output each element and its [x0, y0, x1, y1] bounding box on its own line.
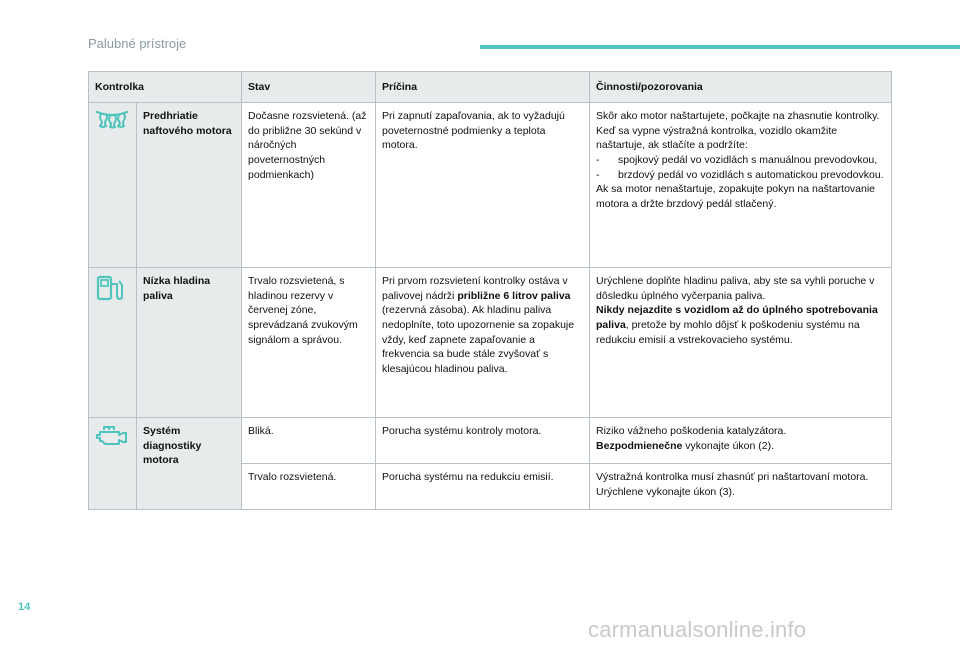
action-text: Urýchlene vykonajte úkon (3).	[596, 485, 735, 498]
fuel-pump-icon	[89, 268, 137, 418]
cause-cell: Porucha systému kontroly motora.	[376, 418, 590, 464]
table-row	[89, 268, 892, 418]
list-item: - spojkový pedál vo vozidlách s manuálnou prevodovkou,	[596, 154, 878, 167]
action-highlight: Nikdy nejazdite s vozidlom až do úplného spotrebovania paliva	[596, 304, 878, 332]
action-cell	[590, 418, 892, 464]
engine-diagnostic-icon	[89, 418, 137, 510]
action-cell	[590, 103, 892, 268]
light-name: Nízka hladina paliva	[137, 268, 242, 418]
light-name: Systém diagnostiky motora	[137, 418, 242, 510]
cause-cell: Porucha systému na redukciu emisií.	[376, 464, 590, 510]
glow-plug-icon	[89, 103, 137, 268]
table-row	[89, 418, 892, 464]
table-header-row	[89, 72, 892, 103]
state-cell: Dočasne rozsvietená. (až do približne 30 sekúnd v náročných poveternostných podmienkach)	[242, 103, 376, 268]
cause-highlight: približne 6 litrov paliva	[457, 289, 571, 302]
cause-text: Pri prvom rozsvietení kontrolky ostáva v palivovej nádrži	[382, 275, 568, 302]
watermark: carmanualsonline.info	[588, 617, 807, 642]
warning-lights-table	[88, 71, 892, 510]
action-text: Výstražná kontrolka musí zhasnúť pri naštartovaní motora.	[596, 471, 869, 483]
light-name: Predhriatie naftového motora	[137, 103, 242, 268]
cause-text: (rezervná zásoba). Ak hladinu paliva nedoplníte, toto upozornenie sa zopakuje vždy, keď zapnete zapaľovanie a frekvencia sa bude stále zvyšovať s klesajúcou hladinou paliva.	[382, 304, 575, 376]
action-text-post: , pretože by mohlo dôjsť k poškodeniu systému na redukciu emisií a vstrekovacieho systému.	[596, 319, 860, 346]
cause-cell	[376, 268, 590, 418]
state-cell: Trvalo rozsvietená.	[242, 464, 376, 510]
state-cell: Trvalo rozsvietená, s hladinou rezervy v červenej zóne, sprevádzaná zvukovým signálom a správou.	[242, 268, 376, 418]
table-row	[89, 103, 892, 268]
action-text: Riziko vážneho poškodenia katalyzátora.	[596, 425, 787, 437]
list-item-text: spojkový pedál vo vozidlách s manuálnou prevodovkou,	[618, 154, 878, 167]
list-item-text: brzdový pedál vo vozidlách s automatickou prevodovkou.	[618, 168, 884, 181]
action-text: Keď sa vypne výstražná kontrolka, vozidlo okamžite naštartuje, ak stlačíte a podržíte:	[596, 124, 838, 152]
column-header-stav: Stav	[242, 72, 376, 103]
action-text: Skôr ako motor naštartujete, počkajte na zhasnutie kontrolky.	[596, 110, 880, 122]
action-text: Urýchlene doplňte hladinu paliva, aby ste sa vyhli poruche v dôsledku úplného vyčerpania paliva.	[596, 275, 875, 302]
list-item: - brzdový pedál vo vozidlách s automatickou prevodovkou.	[596, 168, 884, 181]
column-header-cinnosti: Činnosti/pozorovania	[590, 72, 892, 103]
action-cell	[590, 464, 892, 510]
action-text	[596, 303, 885, 347]
header-accent-bar	[480, 45, 960, 49]
state-cell: Bliká.	[242, 418, 376, 464]
section-title: Palubné prístroje	[88, 36, 187, 51]
action-text: Ak sa motor nenaštartuje, zopakujte pokyn na naštartovanie motora a držte brzdový pedál stlačený.	[596, 183, 876, 211]
action-text-post: vykonajte úkon (2).	[682, 439, 775, 452]
action-cell	[590, 268, 892, 418]
cause-cell: Pri zapnutí zapaľovania, ak to vyžadujú poveternostné podmienky a teplota motora.	[376, 103, 590, 268]
action-highlight: Bezpodmienečne	[596, 439, 683, 452]
page-number: 14	[18, 601, 31, 613]
column-header-pricina: Príčina	[376, 72, 590, 103]
column-header-kontrolka: Kontrolka	[89, 72, 242, 103]
action-text	[596, 439, 885, 454]
